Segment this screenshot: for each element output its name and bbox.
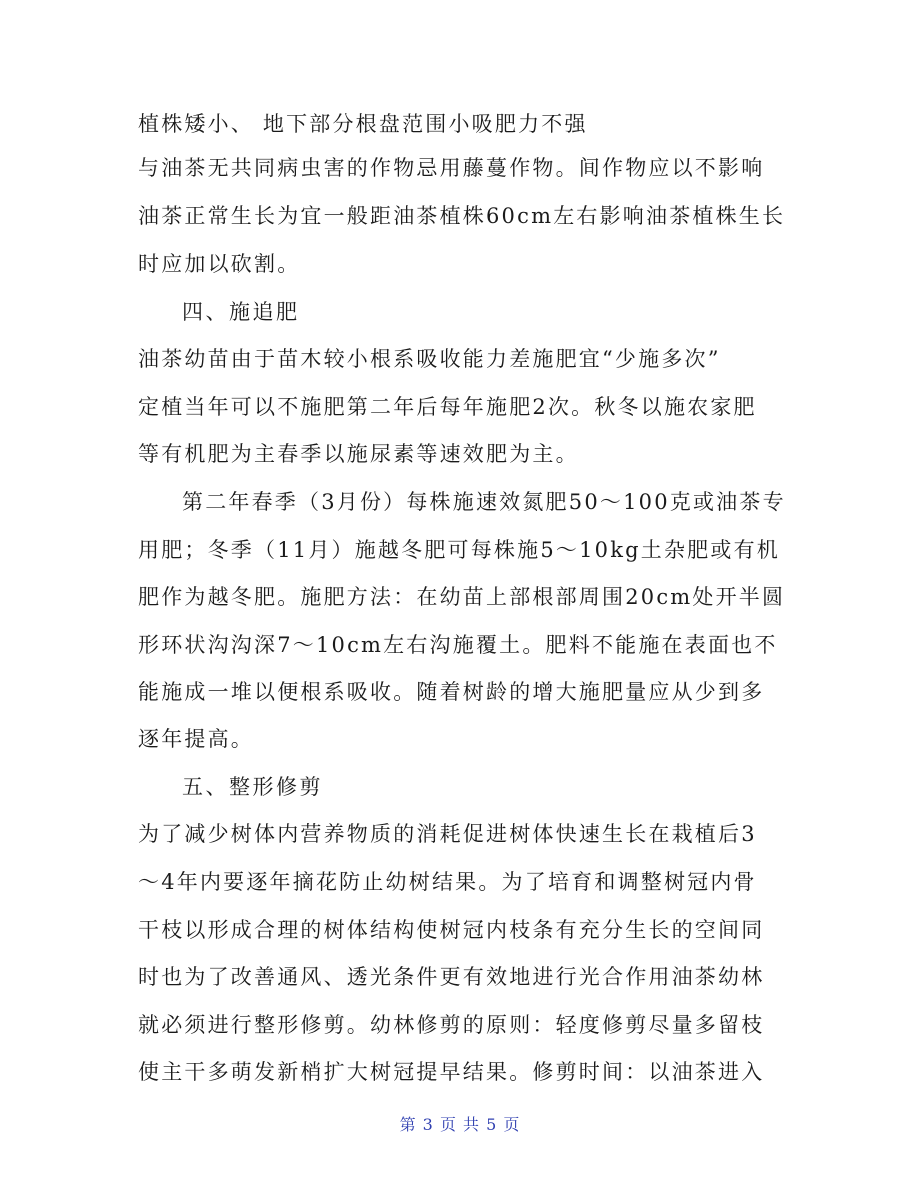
text-line: 定植当年可以不施肥第二年后每年施肥2次。秋冬以施农家肥 (138, 395, 757, 419)
section-heading: 五、整形修剪 (182, 775, 323, 799)
text-line: 油茶幼苗由于苗木较小根系吸收能力差施肥宜“少施多次” (138, 347, 721, 371)
text-line: 形环状沟沟深7～10cm左右沟施覆土。肥料不能施在表面也不 (138, 633, 778, 657)
text-line: 干枝以形成合理的树体结构使树冠内枝条有充分生长的空间同 (138, 918, 765, 942)
text-line: 与油茶无共同病虫害的作物忌用藤蔓作物。间作物应以不影响 (138, 156, 765, 180)
text-line: 油茶正常生长为宜一般距油茶植株60cm左右影响油茶植株生长 (138, 204, 786, 228)
text-line: 能施成一堆以便根系吸收。随着树龄的增大施肥量应从少到多 (138, 680, 765, 704)
text-line: 就必须进行整形修剪。幼林修剪的原则：轻度修剪尽量多留枝 (138, 1013, 765, 1037)
text-line: 肥作为越冬肥。施肥方法：在幼苗上部根部周围20cm处开半圆 (138, 585, 786, 609)
text-line: 植株矮小、 地下部分根盘范围小吸肥力不强 (138, 112, 588, 136)
text-line: 等有机肥为主春季以施尿素等速效肥为主。 (138, 442, 579, 466)
paragraph-first-line: 第二年春季（3月份）每株施速效氮肥50～100克或油茶专 (182, 490, 786, 514)
text-line: ～4年内要逐年摘花防止幼树结果。为了培育和调整树冠内骨 (138, 870, 757, 894)
text-line: 使主干多萌发新梢扩大树冠提早结果。修剪时间：以油茶进入 (138, 1060, 765, 1084)
text-line: 时应加以砍割。 (138, 252, 301, 276)
text-line: 用肥；冬季（11月）施越冬肥可每株施5～10kg土杂肥或有机 (138, 538, 780, 562)
text-line: 时也为了改善通风、透光条件更有效地进行光合作用油茶幼林 (138, 965, 765, 989)
text-line: 为了减少树体内营养物质的消耗促进树体快速生长在栽植后3 (138, 822, 757, 846)
section-heading: 四、施追肥 (182, 300, 300, 324)
text-line: 逐年提高。 (138, 727, 254, 751)
page-number-footer: 第 3 页 共 5 页 (399, 1115, 521, 1134)
